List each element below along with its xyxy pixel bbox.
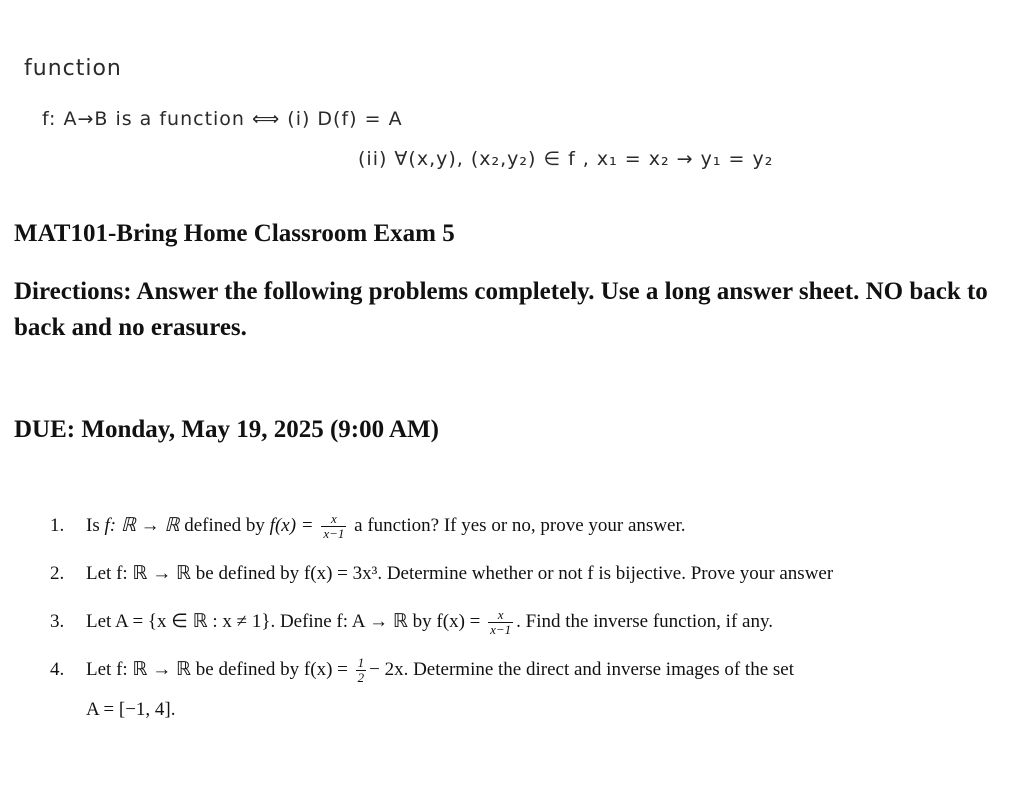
problem-text-part: Is [86,515,105,536]
fraction-denominator: x−1 [490,622,512,638]
function-expression: f(x) = [269,515,314,536]
problem-text-part: − 2x. Determine the direct and inverse images of the set [369,659,794,680]
fraction-numerator: 1 [357,655,365,671]
problem-text-part: a function? If yes or no, prove your answer. [349,515,686,536]
exam-directions: Directions: Answer the following problems completely. Use a long answer sheet. NO back to back and no erasures. [14,278,988,341]
due-date: DUE: Monday, May 19, 2025 (9:00 AM) [14,416,439,443]
problem-text-part: defined by [179,515,270,536]
fraction-denominator: 2 [357,670,365,686]
function-declaration: f: ℝ → ℝ [104,515,180,536]
handwritten-definition-line-1: f: A→B is a function ⟺ (i) D(f) = A [42,108,403,130]
fraction [356,656,367,685]
problem-number: 3. [50,611,65,632]
handwritten-definition-line-2: (ii) ∀(x,y), (x₂,y₂) ∈ f , x₁ = x₂ → y₁ = y₂ [358,148,774,170]
problem-text-part: Let f: ℝ → ℝ be defined by f(x) = [86,659,348,680]
problem-item-2 [0,554,1010,594]
set-definition: A = [−1, 4]. [86,699,176,720]
fraction-numerator: x [488,608,513,623]
problem-item-4 [0,650,1010,730]
handwritten-note-title: function [24,56,122,81]
fraction-numerator: x [321,512,346,527]
fraction [321,512,346,541]
problem-text: Let f: ℝ → ℝ be defined by f(x) = 3x³. Determine whether or not f is bijective. Prove your answer [86,563,834,584]
problem-number: 1. [50,515,65,536]
problem-text-part: . Find the inverse function, if any. [516,611,773,632]
fraction [488,608,513,637]
problem-item-3 [0,602,1010,642]
problem-number: 2. [50,563,65,584]
problem-number: 4. [50,659,65,680]
fraction-denominator: x−1 [323,526,345,542]
exam-title: MAT101-Bring Home Classroom Exam 5 [14,220,455,247]
problem-item-1 [0,506,1010,546]
problem-text-part: Let A = {x ∈ ℝ : x ≠ 1}. Define f: A → ℝ by f(x) = [86,611,481,632]
problem-list [0,506,1010,738]
